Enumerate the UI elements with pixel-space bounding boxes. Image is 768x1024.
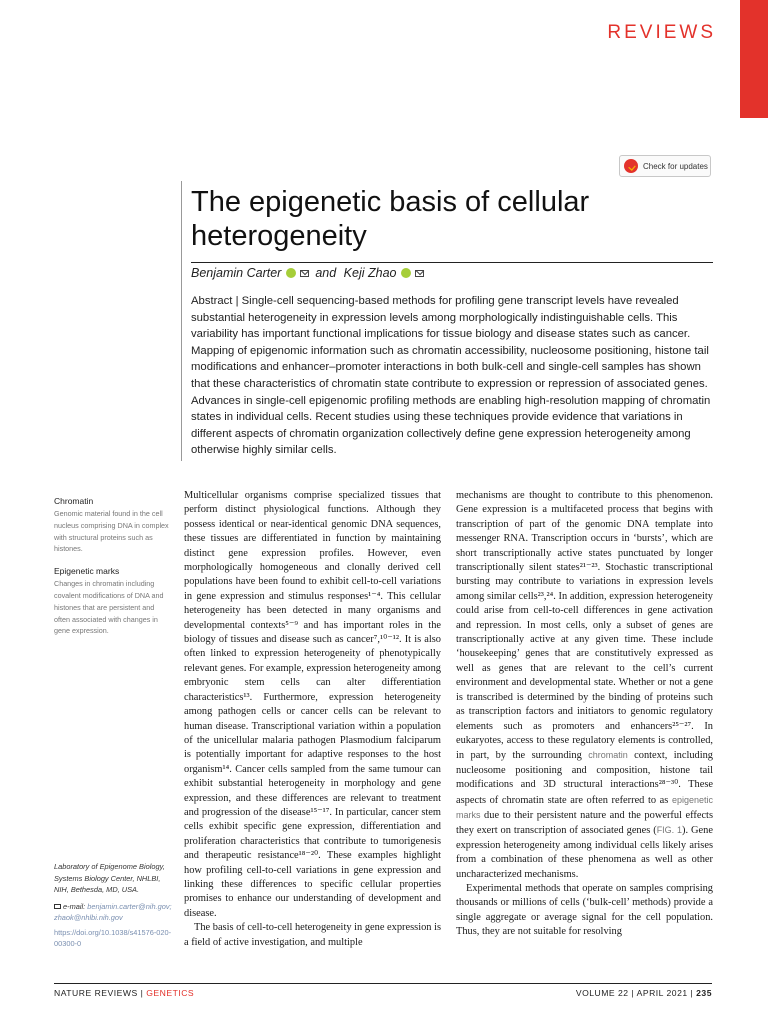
orcid-icon[interactable] [401, 268, 411, 278]
body-paragraph: Multicellular organisms comprise specialized tissues that perform distinct physiological functions. Although they possess identical or near-identical genomic DNA sequences, these tissues are differentiated in function by maintaining distinct gene expression profiles. However, even morphologically homogeneous and clonally derived cell populations have been found to exhibit cell-to-cell variations in gene expression and stimulus responses¹⁻⁴. This cellular heterogeneity has been detected in many organisms and developmental contexts⁵⁻⁹ and has important roles in the biology of tissues and disease such as cancer⁷,¹⁰⁻¹². It is also often linked to expression heterogeneity of phenotypically relevant genes. For example, expression heterogeneity among embryonic stem cells can alter differentiation characteristics¹³. Furthermore, expression heterogeneity among pathogen cells or cancer cells can be relevant to human disease. Transcriptional variation within a population of the unicellular malaria pathogen Plasmodium falciparum is potentially important for adaptive responses to the host organism¹⁴. Cancer cells sampled from the same tumour can exhibit substantial heterogeneity in morphology and gene expression, and these differences are relevant to treatment and progression of the disease¹⁵⁻¹⁷. In particular, cancer stem cells exhibit specific gene expression, differentiation and proliferation characteristics that contribute to tumorigenesis and therapeutic resistance¹⁸⁻²⁰. These examples highlight how profiling cell-to-cell variations in gene expression and linking these differences to specific cellular properties promises to enhance our understanding of development and disease. [184, 490, 441, 919]
check-for-updates-button[interactable] [619, 155, 711, 177]
glossary-term: Epigenetic marks [54, 566, 120, 577]
glossary-link-chromatin[interactable]: chromatin [588, 750, 628, 761]
body-column-left [184, 489, 441, 950]
email-links[interactable]: benjamin.carter@nih.gov; zhaok@nhlbi.nih.gov [54, 901, 172, 922]
page-number: 235 [696, 988, 712, 998]
orcid-icon[interactable] [286, 268, 296, 278]
body-paragraph [456, 489, 713, 882]
body-text: mechanisms are thought to contribute to this phenomenon. Gene expression is a multifaceted process that begins with transcription of part of the genomic DNA template into messenger RNA. Transcription occurs in ‘bursts’, which are short transcriptionally active states punctuated by longer transcriptionally silent states²¹⁻²³. Stochastic transcriptional bursting may contribute to variations in expression levels among similar cells²³,²⁴. In addition, expression heterogeneity could arise from cell-to-cell differences in gene activation and repression. In most cells, only a subset of genes are transcriptionally active at any given time. These include ‘housekeeping’ genes that are constitutively expressed as well as genes that are relevant to the cell’s current environment and developmental state. Whether or not a gene is transcribed is determined by the binding of proteins such as transcription factors and initiators to genomic regulatory elements such as promoters and enhancers²⁵⁻²⁷. In eukaryotes, access to these regulatory elements is controlled, in part, by the surrounding [456, 490, 713, 762]
check-updates-label: Check for updates [643, 161, 708, 171]
section-label: REVIEWS [607, 22, 716, 43]
author-conjunction: and [315, 266, 337, 280]
figure-link[interactable]: FIG. 1 [656, 825, 683, 836]
author-name[interactable]: Benjamin Carter [191, 266, 282, 280]
volume-info: VOLUME 22 | APRIL 2021 | [575, 988, 694, 998]
body-paragraph: The basis of cell-to-cell heterogeneity in gene expression is a field of active investigation, and multiple [184, 922, 441, 948]
journal-name: NATURE REVIEWS | [54, 988, 144, 998]
body-column-right [456, 489, 713, 940]
glossary-definition: Genomic material found in the cell nucleus comprising DNA in complex with structural proteins such as histones. [54, 509, 169, 554]
title-divider [191, 262, 713, 263]
email-icon[interactable] [300, 270, 309, 277]
body-text: due to their persistent nature and the powerful effects they exert on transcription of associated genes ( [456, 809, 713, 837]
email-icon[interactable] [415, 270, 424, 277]
title-block [191, 185, 711, 253]
glossary-entry [54, 566, 172, 637]
glossary-entry [54, 496, 172, 555]
correspondence [54, 901, 172, 924]
check-updates-icon [624, 159, 638, 173]
body-text: ). Gene expression heterogeneity among individual cells likely arises from a combination of these phenomena as well as other uncharacterized mechanisms. [456, 825, 713, 880]
glossary-definition: Changes in chromatin including covalent modifications of DNA and histones that are persistent and often associated with changes in gene expression. [54, 579, 164, 636]
footer-divider [54, 983, 712, 984]
journal-footer [54, 988, 194, 998]
email-prefix: e-mail: [63, 901, 86, 911]
email-icon [54, 904, 61, 909]
author-line [191, 266, 428, 280]
article-title: The epigenetic basis of cellular heterogeneity [191, 186, 590, 252]
doi-link[interactable]: https://doi.org/10.1038/s41576-020-00300-0 [54, 927, 172, 948]
page-footer [576, 988, 712, 998]
glossary-term: Chromatin [54, 496, 94, 506]
glossary-link-epigenetic-marks[interactable]: epigenetic marks [456, 794, 713, 820]
section-color-tab [740, 0, 768, 118]
body-paragraph: Experimental methods that operate on samples comprising thousands or millions of cells (‘bulk-cell’ methods) provide a single aggregate or average signal for the cell population. Thus, they are not suitable for resolving [456, 882, 713, 938]
affiliation-block [54, 861, 172, 950]
title-side-rule [181, 181, 182, 461]
body-text: context, including nucleosome positioning and composition, histone tail modifications and 3D structural interactions²⁸⁻³⁰. These aspects of chromatin state are often referred to as [456, 750, 713, 806]
author-name[interactable]: Keji Zhao [343, 266, 397, 280]
journal-subtitle: GENETICS [146, 988, 195, 998]
affiliation-text: Laboratory of Epigenome Biology, Systems Biology Center, NHLBI, NIH, Bethesda, MD, USA. [54, 862, 165, 894]
glossary-sidebar [54, 496, 172, 648]
abstract: Abstract | Single-cell sequencing-based methods for profiling gene transcript levels have revealed substantial heterogeneity in expression levels among morphologically indistinguishable cells. This variability has important functional implications for tissue biology and disease states such as cancer. Mapping of epigenomic information such as chromatin accessibility, nucleosome positioning, histone tail modifications and enhancer–promoter interactions in both bulk-cell and single-cell samples has shown that these characteristics of chromatin state contribute to expression or repression of associated genes. Advances in single-cell epigenomic profiling methods are enabling high-resolution mapping of chromatin states in individual cells. Recent studies using these techniques provide evidence that variations in different aspects of chromatin organization collectively define gene expression heterogeneity among otherwise highly similar cells. [191, 295, 711, 457]
